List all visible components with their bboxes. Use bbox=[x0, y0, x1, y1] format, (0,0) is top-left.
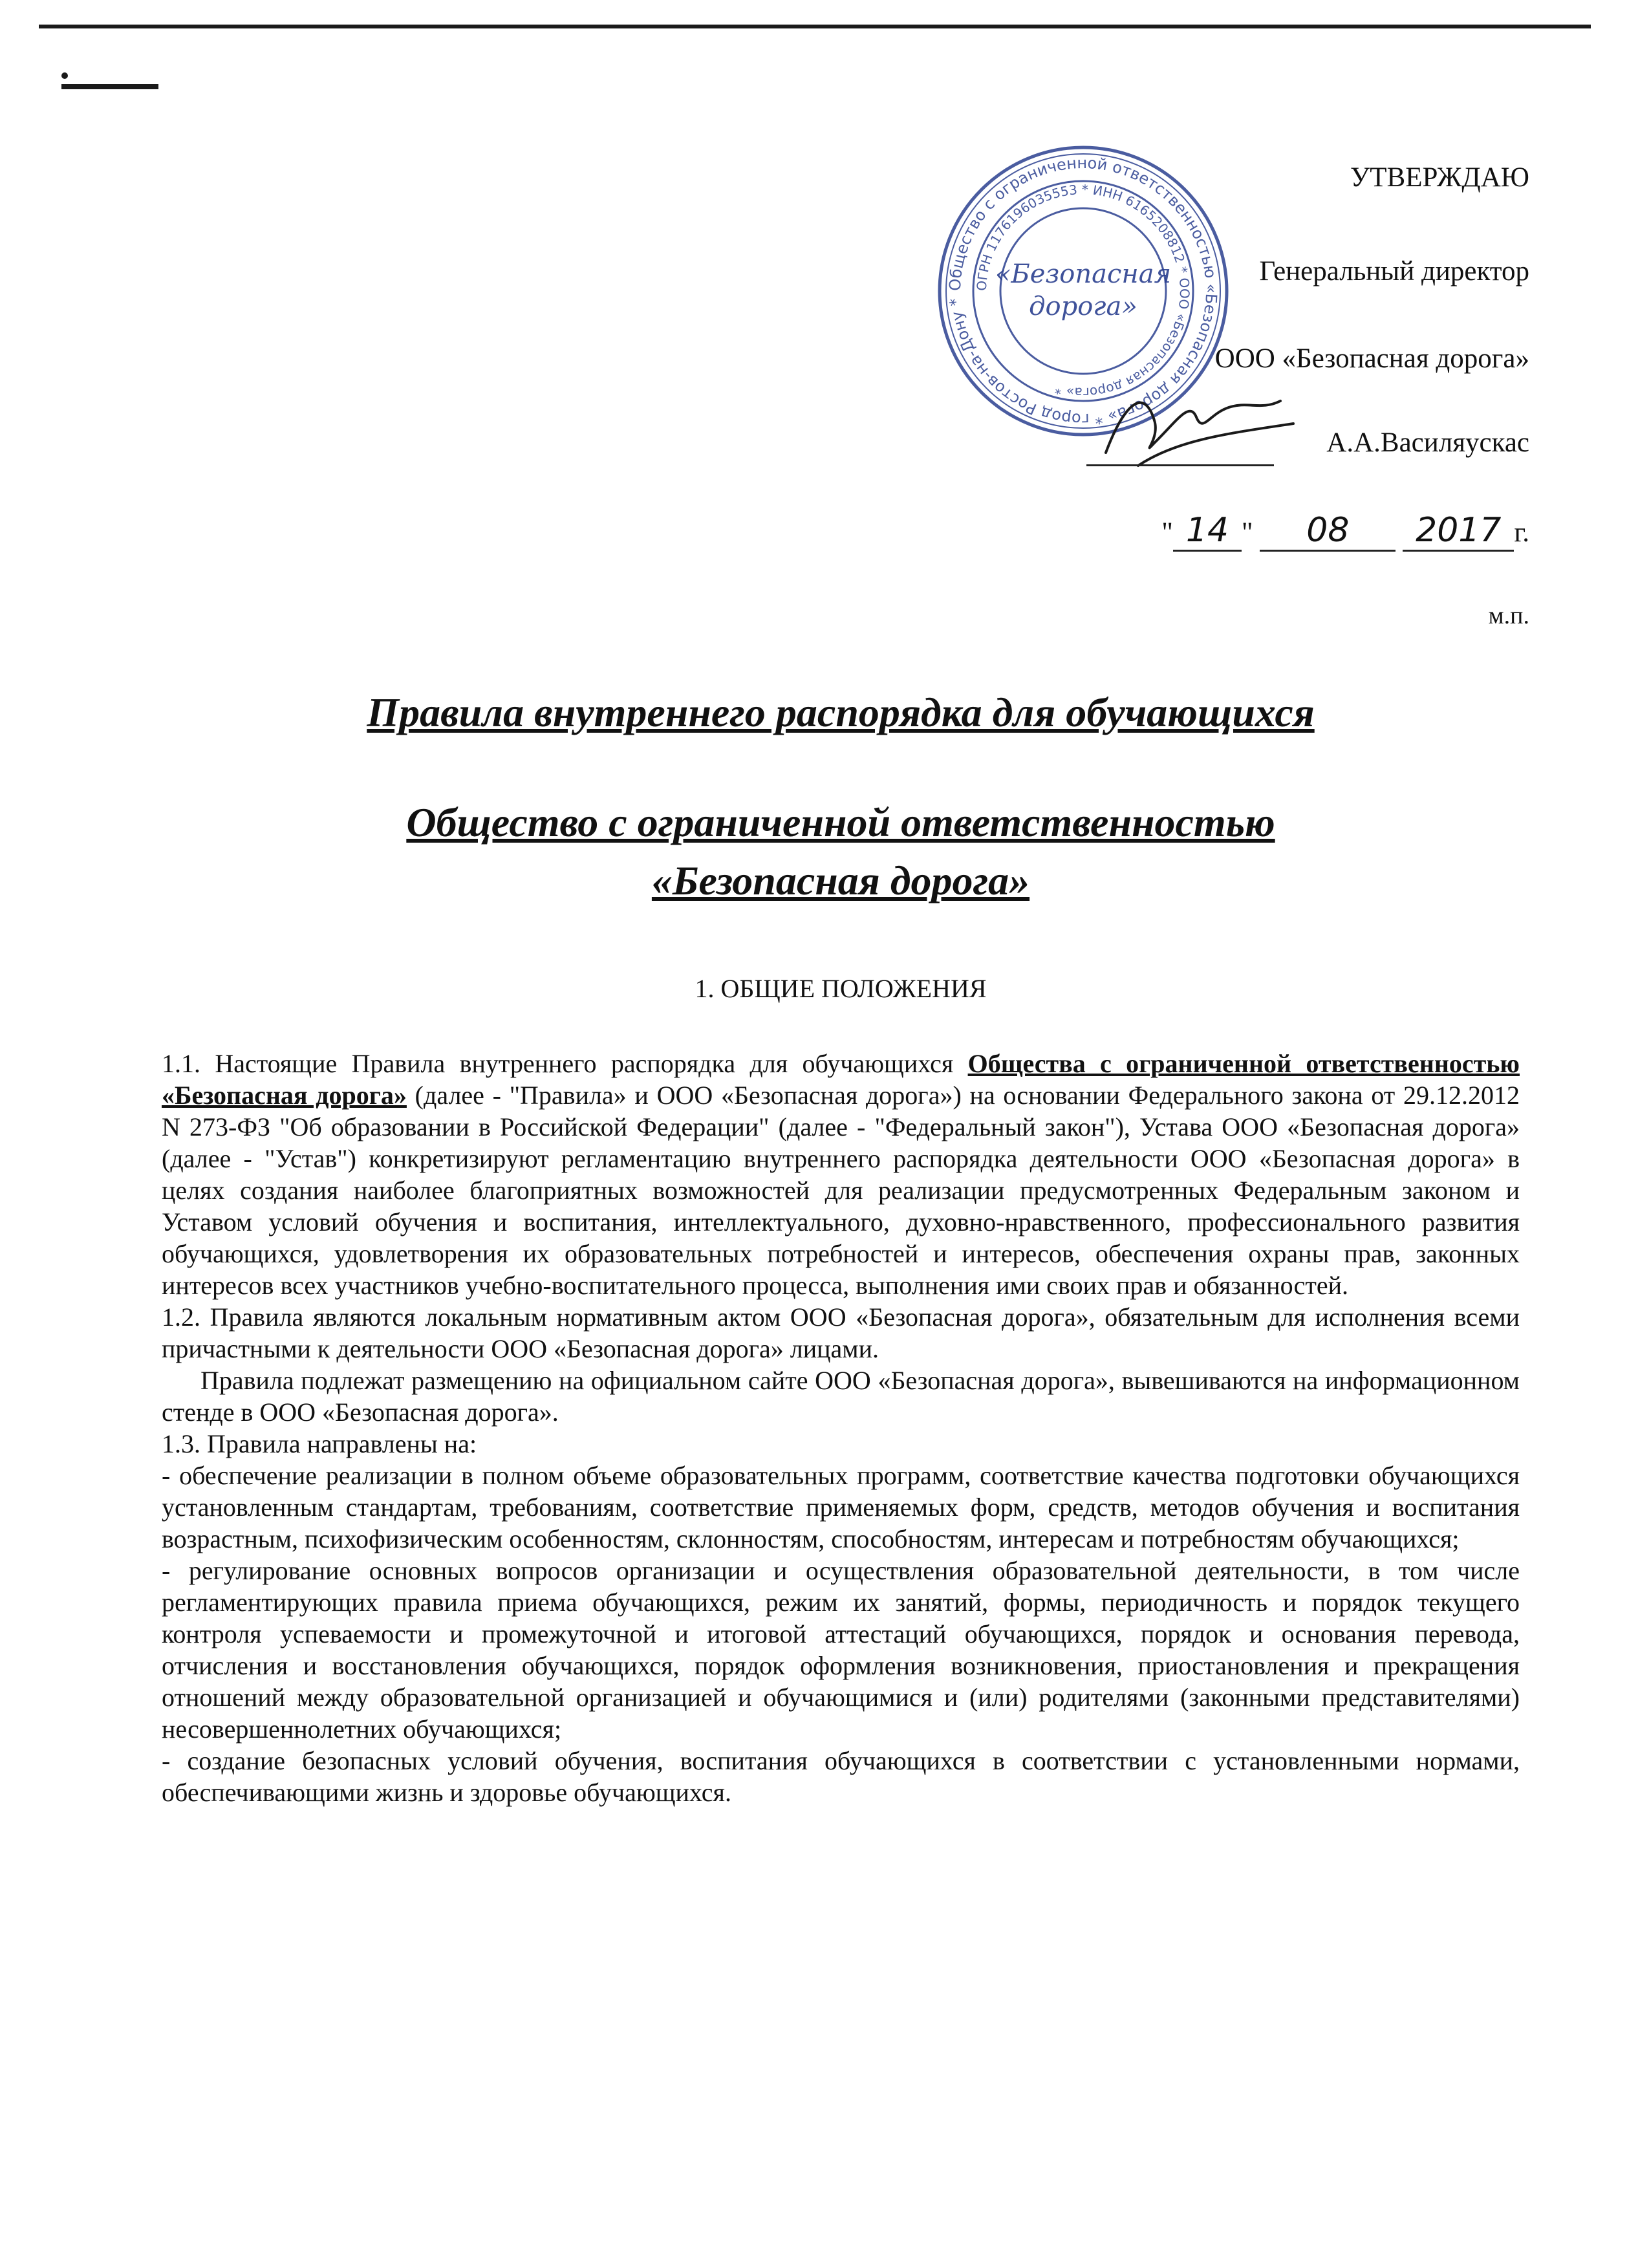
scan-mark-dot bbox=[61, 72, 68, 79]
list-item-2: - регулирование основных вопросов организации и осуществления образовательной деятельности, в том числе регламентирующих правила приема обучающихся, режим их занятий, формы, периодичность и порядок текущего контроля успеваемости и промежуточной и итоговой аттестаций обучающихся, порядок и основания перевода, отчисления и восстановления обучающихся, порядок оформления возникновения, приостановления и прекращения отношений между образовательной организацией и обучающимися и (или) родителями (законными представителями) несовершеннолетних обучающихся; bbox=[162, 1556, 1520, 1744]
signature-line bbox=[1086, 464, 1274, 466]
paragraph-1-1-org: Общества с ограниченной ответственностью «Безопасная дорога» bbox=[162, 1049, 1520, 1110]
date-mid-quote: " bbox=[1242, 517, 1253, 548]
approval-title: УТВЕРЖДАЮ bbox=[1350, 162, 1529, 193]
document-title: Правила внутреннего распорядка для обучающихся bbox=[367, 689, 1315, 735]
seal-place-mark: м.п. bbox=[1488, 602, 1529, 629]
date-day: 14 bbox=[1173, 511, 1242, 552]
organization-name: Общество с ограниченной ответственностью bbox=[406, 799, 1275, 845]
approval-org: ООО «Безопасная дорога» bbox=[1214, 343, 1529, 374]
paragraph-1-1 bbox=[162, 1048, 1520, 1301]
paragraph-1-3: 1.3. Правила направлены на: bbox=[162, 1429, 477, 1458]
section-heading: 1. ОБЩИЕ ПОЛОЖЕНИЯ bbox=[695, 974, 987, 1003]
date-open-quote: " bbox=[1161, 517, 1173, 548]
seal-center-line2: дорога» bbox=[1029, 292, 1137, 321]
organization-brand: «Безопасная дорога» bbox=[651, 858, 1030, 903]
paragraph-1-1-start: 1.1. Настоящие Правила внутреннего распорядка для обучающихся bbox=[162, 1049, 968, 1078]
list-item-1: - обеспечение реализации в полном объеме образовательных программ, соответствие качества подготовки обучающихся установленным стандартам, требованиям, соответствие применяемых форм, средств, методов обучения и воспитания возрастным, психофизическим особенностям, склонностям, способностям, интересам и потребностям обучающихся; bbox=[162, 1461, 1520, 1553]
approval-date bbox=[1161, 511, 1529, 552]
date-year: 2017 bbox=[1403, 511, 1514, 552]
seal-center-line1: «Безопасная bbox=[995, 259, 1172, 289]
seal-inner-text: ОГРН 1176196035553 * ИНН 6165208812 * ООО «Безопасная дорога» * bbox=[973, 181, 1193, 401]
paragraph-1-2-cont: Правила подлежат размещению на официальном сайте ООО «Безопасная дорога», вывешиваются на информационном стенде в ООО «Безопасная дорога». bbox=[162, 1366, 1520, 1427]
paragraph-1-1-rest: (далее - "Правила» и ООО «Безопасная дорога») на основании Федерального закона от 29.12.2012 N 273-ФЗ "Об образовании в Российской Федерации" (далее - "Федеральный закон"), Устава ООО «Безопасная дорога» (далее - "Устав") конкретизируют регламентацию внутреннего распорядка деятельности ООО «Безопасная дорога» в целях создания наиболее благоприятных возможностей для реализации предусмотренных Федеральным законом и Уставом условий обучения и воспитания, интеллектуального, духовно-нравственного, профессионального развития обучающихся, удовлетворения их образовательных потребностей и интересов, обеспечения охраны прав, законных интересов всех участников учебно-воспитательного процесса, выполнения ими своих прав и обязанностей. bbox=[162, 1081, 1520, 1300]
approval-signer: А.А.Василяускас bbox=[1326, 427, 1529, 458]
scan-mark bbox=[61, 84, 158, 89]
date-suffix: г. bbox=[1514, 517, 1529, 548]
approval-position: Генеральный директор bbox=[1259, 256, 1529, 286]
date-month: 08 bbox=[1260, 511, 1396, 552]
signature-mark bbox=[1099, 362, 1306, 479]
document-body bbox=[162, 1048, 1520, 1808]
seal-outer-text: Общество с ограниченной ответственностью «Безопасная дорога» * город Ростов-на-Дону * bbox=[945, 153, 1221, 429]
list-item-3: - создание безопасных условий обучения, воспитания обучающихся в соответствии с установленными нормами, обеспечивающими жизнь и здоровье обучающихся. bbox=[162, 1746, 1520, 1807]
scan-top-edge bbox=[39, 25, 1591, 28]
paragraph-1-2: 1.2. Правила являются локальным нормативным актом ООО «Безопасная дорога», обязательным для исполнения всеми причастными к деятельности ООО «Безопасная дорога» лицами. bbox=[162, 1302, 1520, 1363]
